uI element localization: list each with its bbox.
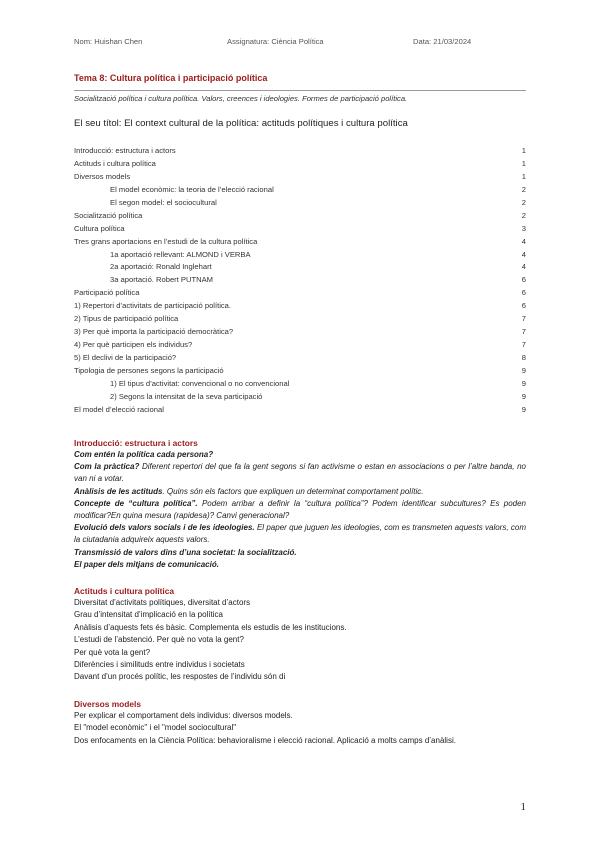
- toc-entry[interactable]: [74, 353, 526, 366]
- toc-entry-page: 7: [521, 327, 526, 337]
- toc-entry-title: 5) El declivi de la participació?: [74, 353, 177, 362]
- section-heading-attitudes: Actituds i cultura política: [74, 586, 175, 597]
- toc-entry[interactable]: [74, 327, 526, 340]
- toc-entry[interactable]: [74, 185, 526, 198]
- toc-entry[interactable]: [74, 379, 526, 392]
- toc-entry-title: 2) Tipus de participació política: [74, 314, 179, 324]
- intro-socialization: Transmissió de valors dins d’una societat: la socialització.: [74, 547, 297, 557]
- toc-entry-page: 2: [521, 184, 526, 194]
- text-practice: Diferent repertori del que fa la gent segons si fan activisme o estan en associacions o per l’altre banda, no van ni a votar.: [74, 462, 527, 484]
- toc-entry[interactable]: [74, 392, 526, 405]
- main-title: El seu títol: El context cultural de la política: actituds polítiques i cultura política: [74, 118, 408, 129]
- body-line: L’estudi de l’abstenció. Per què no vota la gent?: [74, 635, 244, 645]
- toc-entry-page: 4: [521, 262, 526, 272]
- document-subtitle: Socialització política i cultura política. Valors, creences i ideologies. Formes de participació política.: [74, 94, 408, 103]
- toc-entry-page: 6: [521, 301, 526, 311]
- text-concept: Podem arribar a definir la “cultura política”? Podem identificar subcultures? Es poden modificar?En quina mesura (rapidesa)? Canvi generacional?: [74, 498, 527, 521]
- toc-entry[interactable]: [74, 211, 526, 224]
- body-line: Diferències i similituds entre individus i societats: [74, 660, 245, 670]
- toc-entry[interactable]: [74, 237, 526, 250]
- toc-entry[interactable]: [74, 250, 526, 263]
- body-line: Grau d’intensitat d’implicació en la política: [74, 610, 223, 620]
- models-lines: [74, 710, 526, 747]
- toc-entry-page: 8: [521, 353, 526, 362]
- toc-entry-title: 2a aportació: Ronald Inglehart: [110, 262, 212, 272]
- text-evolution-1: El paper que juguen les ideologies, com es transmeten aquests valors, com: [254, 523, 526, 533]
- toc-entry[interactable]: [74, 366, 526, 379]
- table-of-contents: [74, 146, 526, 418]
- toc-entry-page: 6: [521, 288, 526, 298]
- toc-entry-title: 3) Per què importa la participació democràtica?: [74, 327, 234, 337]
- toc-entry-page: 3: [521, 223, 526, 233]
- toc-entry-page: 1: [521, 146, 526, 155]
- section-heading-intro: Introducció: estructura i actors: [74, 438, 198, 448]
- toc-entry-title: 1a aportació rellevant: ALMOND i VERBA: [110, 249, 251, 259]
- toc-entry-page: 6: [521, 275, 526, 285]
- toc-entry-title: Introducció: estructura i actors: [74, 146, 176, 155]
- toc-entry[interactable]: [74, 301, 526, 314]
- toc-entry[interactable]: [74, 340, 526, 353]
- body-line: Diversitat d’activitats polítiques, diversitat d’actors: [74, 598, 251, 608]
- label-evolution: Evolució dels valors socials i de les ideologies.: [74, 523, 255, 533]
- toc-entry-title: Socialització política: [74, 210, 143, 220]
- toc-entry-title: 1) El tipus d’activitat: convencional o no convencional: [110, 378, 290, 388]
- toc-entry-title: El model d’elecció racional: [74, 404, 164, 414]
- toc-entry-page: 7: [521, 314, 526, 324]
- toc-entry-title: El segon model: el sociocultural: [110, 197, 217, 207]
- toc-entry-title: Tipologia de persones segons la participació: [74, 365, 224, 375]
- body-line: Dos enfocaments en la Ciència Política: behavioralisme i elecció racional. Aplicació a molts camps d’anàlisi.: [74, 735, 456, 745]
- toc-entry-title: Diversos models: [74, 171, 131, 181]
- toc-entry-title: Participació política: [74, 288, 140, 298]
- body-line: Per què vota la gent?: [74, 647, 151, 657]
- body-line: Anàlisis d’aquests fets és bàsic. Complementa els estudis de les institucions.: [74, 622, 347, 632]
- toc-entry[interactable]: [74, 262, 526, 275]
- intro-paragraph-practice: [74, 461, 526, 485]
- toc-entry[interactable]: [74, 159, 526, 172]
- toc-entry[interactable]: [74, 314, 526, 327]
- intro-paragraph-attitudes: [74, 486, 526, 498]
- toc-entry-page: 1: [521, 158, 526, 168]
- document-body: [74, 437, 526, 747]
- toc-entry[interactable]: [74, 275, 526, 288]
- toc-entry-page: 9: [521, 378, 526, 388]
- page-number: 1: [520, 801, 526, 813]
- toc-entry[interactable]: [74, 405, 526, 418]
- toc-entry[interactable]: [74, 288, 526, 301]
- toc-entry[interactable]: [74, 172, 526, 185]
- toc-entry-title: 2) Segons la intensitat de la seva participació: [110, 391, 263, 401]
- header-name: Nom: Huishan Chen: [74, 37, 143, 46]
- toc-entry-title: 1) Repertori d’activitats de participació política.: [74, 301, 232, 311]
- toc-entry-title: 3a aportació. Robert PUTNAM: [110, 275, 213, 285]
- label-practice: Com la pràctica?: [74, 462, 140, 472]
- toc-entry[interactable]: [74, 198, 526, 211]
- text-evolution-2: la ciutadania adquireix aquests valors.: [74, 535, 210, 545]
- toc-entry-page: 9: [521, 391, 526, 401]
- toc-entry-page: 9: [521, 404, 526, 414]
- toc-entry[interactable]: [74, 146, 526, 159]
- text-attitudes: . Quins són els factors que expliquen un determinat comportament polític.: [162, 486, 424, 496]
- intro-paragraph-concept: [74, 498, 526, 522]
- toc-entry[interactable]: [74, 224, 526, 237]
- attitudes-lines: [74, 597, 526, 684]
- section-heading-models: Diversos models: [74, 698, 142, 709]
- title-divider: [74, 90, 526, 91]
- toc-entry-page: 2: [521, 197, 526, 207]
- label-attitudes: Anàlisis de les actituds: [74, 486, 163, 496]
- label-concept: Concepte de “cultura política”.: [74, 498, 198, 508]
- document-title: Tema 8: Cultura política i participació política: [74, 73, 268, 83]
- toc-entry-title: Actituds i cultura política: [74, 158, 156, 168]
- toc-entry-page: 9: [521, 365, 526, 375]
- toc-entry-page: 7: [521, 340, 526, 350]
- body-line: Per explicar el comportament dels individus: diversos models.: [74, 710, 293, 720]
- toc-entry-page: 4: [521, 249, 526, 259]
- header-subject: Assignatura: Ciència Política: [227, 37, 324, 46]
- toc-entry-page: 1: [521, 171, 526, 181]
- toc-entry-page: 2: [521, 210, 526, 220]
- toc-entry-page: 4: [521, 236, 526, 246]
- body-line: El "model econòmic" i el "model sociocultural": [74, 723, 237, 733]
- intro-media: El paper dels mitjans de comunicació.: [74, 559, 219, 569]
- toc-entry-title: Cultura política: [74, 223, 125, 233]
- toc-entry-title: Tres grans aportacions en l’estudi de la cultura política: [74, 236, 258, 246]
- body-line: Davant d’un procés polític, les respostes de l’individu són di: [74, 672, 286, 682]
- intro-question: Com entén la política cada persona?: [74, 450, 214, 459]
- header-date: Data: 21/03/2024: [413, 37, 472, 46]
- intro-paragraph-evolution: [74, 522, 526, 546]
- toc-entry-title: 4) Per què participen els individus?: [74, 340, 193, 350]
- page-header: [74, 37, 526, 49]
- toc-entry-title: El model econòmic: la teoria de l’elecció racional: [110, 184, 274, 194]
